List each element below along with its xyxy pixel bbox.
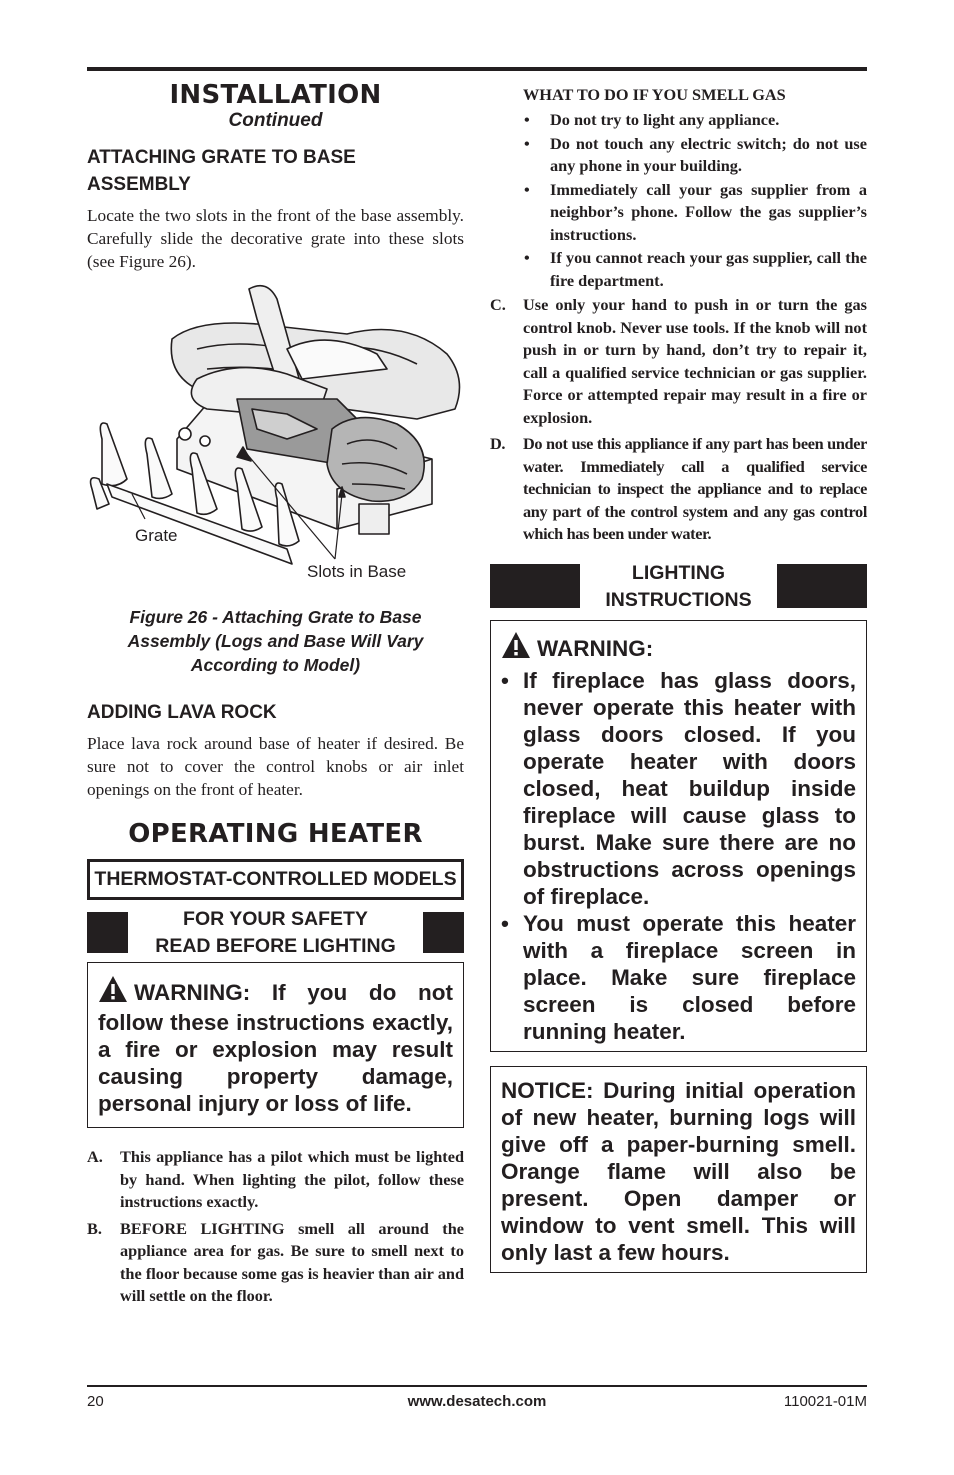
step-d-text: Do not use this appliance if any part has been under water. Immediately call a qualified service technician to inspect the appliance and to replace any part of the control system and any gas control which has been under water. <box>523 434 867 543</box>
safety-banner <box>87 906 464 958</box>
step-b-label: B. <box>87 1218 102 1238</box>
step-a <box>87 1146 464 1214</box>
lighting-warning-item-text: If fireplace has glass doors, never operate this heater with glass doors closed. If you operate heater with doors closed, heat buildup inside fireplace will cause glass to burst. Make sure there are no obstructions across openings of fireplace. <box>523 667 856 909</box>
grate-heading: ATTACHING GRATE TO BASE ASSEMBLY <box>87 147 356 195</box>
notice-box <box>490 1066 867 1273</box>
grate-label: Grate <box>135 526 178 545</box>
left-column <box>87 80 464 1312</box>
safety-line-2: READ BEFORE LIGHTING <box>155 935 396 957</box>
step-c-text: Use only your hand to push in or turn the gas control knob. Never use tools. If the knob will not push in or turn by hand, don’t try to repair it, call a qualified service technician or gas supplier. Force or attempted repair may result in a fire or explosion. <box>523 295 867 427</box>
grate-paragraph: Locate the two slots in the front of the base assembly. Carefully slide the decorative grate into these slots (see Figure 26). <box>87 206 464 271</box>
warning-paragraph <box>98 975 453 1117</box>
models-box-label: THERMOSTAT-CONTROLLED MODELS <box>94 868 457 890</box>
figure-caption: Figure 26 - Attaching Grate to Base Assembly (Logs and Base Will Vary According to Model) <box>127 607 424 675</box>
smell-gas-heading: WHAT TO DO IF YOU SMELL GAS <box>523 85 786 104</box>
lighting-line-1: LIGHTING <box>631 561 726 584</box>
warning-triangle-icon <box>98 975 128 1009</box>
steps-list-cd <box>490 294 867 546</box>
lighting-banner <box>490 561 867 611</box>
lighting-warning-item: • If fireplace has glass doors, never operate this heater with glass doors closed. If you operate heater with doors closed, heat buildup inside fireplace will cause glass to burst. Make sure there are no obstructions across openings of fireplace. <box>501 667 856 909</box>
smell-gas-bullet-text: Do not touch any electric switch; do not use any phone in your building. <box>550 133 867 175</box>
log-set-drawing <box>87 279 464 599</box>
step-a-label: A. <box>87 1147 103 1166</box>
continued-label: Continued <box>228 110 323 131</box>
top-rule <box>87 67 867 71</box>
safety-text <box>87 906 464 960</box>
warning-box <box>87 962 464 1128</box>
lighting-warning-item-text: You must operate this heater with a fireplace screen in place. Make sure fireplace screen is closed before running heater. <box>523 910 856 1044</box>
step-a-text: This appliance has a pilot which must be lighted by hand. When lighting the pilot, follow these instructions exactly. <box>120 1147 464 1211</box>
lava-paragraph: Place lava rock around base of heater if desired. Be sure not to cover the control knobs or air inlet openings on the front of heater. <box>87 734 464 799</box>
smell-gas-bullet: • If you cannot reach your gas supplier, call the fire department. <box>524 248 867 290</box>
step-c <box>490 294 867 429</box>
lighting-warning-box <box>490 620 867 1052</box>
smell-gas-bullet: • Do not try to light any appliance. <box>524 110 780 129</box>
figure-26-illustration <box>87 279 464 599</box>
step-d <box>490 433 867 546</box>
step-d-label: D. <box>490 434 506 453</box>
notice-text: NOTICE: During initial operation of new heater, burning logs will give off a paper-burning smell. Orange flame will also be present. Open damper or window to vent smell. This will only last a few hours. <box>501 1077 856 1265</box>
slots-label: Slots in Base <box>307 562 407 581</box>
step-b-text: BEFORE LIGHTING smell all around the appliance area for gas. Be sure to smell next to the floor because some gas is heavier than air and will settle on the floor. <box>120 1218 464 1305</box>
models-box <box>87 859 464 900</box>
smell-gas-bullet: • Do not touch any electric switch; do not use any phone in your building. <box>524 133 867 175</box>
lighting-text <box>580 560 777 614</box>
smell-gas-bullet-text: Immediately call your gas supplier from a neighbor’s phone. Follow the gas supplier’s instructions. <box>550 179 867 244</box>
doc-number: 110021-01M <box>783 1393 867 1410</box>
safety-line-1: FOR YOUR SAFETY <box>183 908 368 930</box>
right-column <box>490 84 867 1273</box>
lighting-right-block <box>777 564 867 608</box>
operating-title: OPERATING HEATER <box>128 819 423 849</box>
smell-gas-bullets <box>490 109 867 292</box>
lighting-line-2: INSTRUCTIONS <box>605 588 752 611</box>
page-number: 20 <box>87 1393 104 1410</box>
footer-website[interactable]: www.desatech.com <box>407 1393 547 1410</box>
lighting-left-block <box>490 564 580 608</box>
step-b <box>87 1218 464 1308</box>
lighting-warning-heading <box>501 631 856 665</box>
lighting-warning-item: • You must operate this heater with a fireplace screen in place. Make sure fireplace screen is closed before running heater. <box>501 910 856 1044</box>
warning-text: WARNING: If you do not follow these instructions exactly, a fire or explosion may result causing property damage, personal injury or loss of life. <box>98 980 453 1116</box>
warning-triangle-icon <box>501 631 531 665</box>
lava-heading: ADDING LAVA ROCK <box>87 702 277 723</box>
installation-title: INSTALLATION <box>169 80 382 110</box>
bottom-rule <box>87 1385 867 1387</box>
smell-gas-bullet-text: Do not try to light any appliance. <box>550 110 780 129</box>
step-c-label: C. <box>490 295 506 314</box>
lighting-warning-list <box>501 667 856 1045</box>
smell-gas-bullet: • Immediately call your gas supplier from a neighbor’s phone. Follow the gas supplier’s instructions. <box>524 179 867 244</box>
steps-list-ab <box>87 1146 464 1308</box>
smell-gas-bullet-text: If you cannot reach your gas supplier, call the fire department. <box>550 248 867 290</box>
lighting-warning-label: WARNING: <box>537 635 654 661</box>
